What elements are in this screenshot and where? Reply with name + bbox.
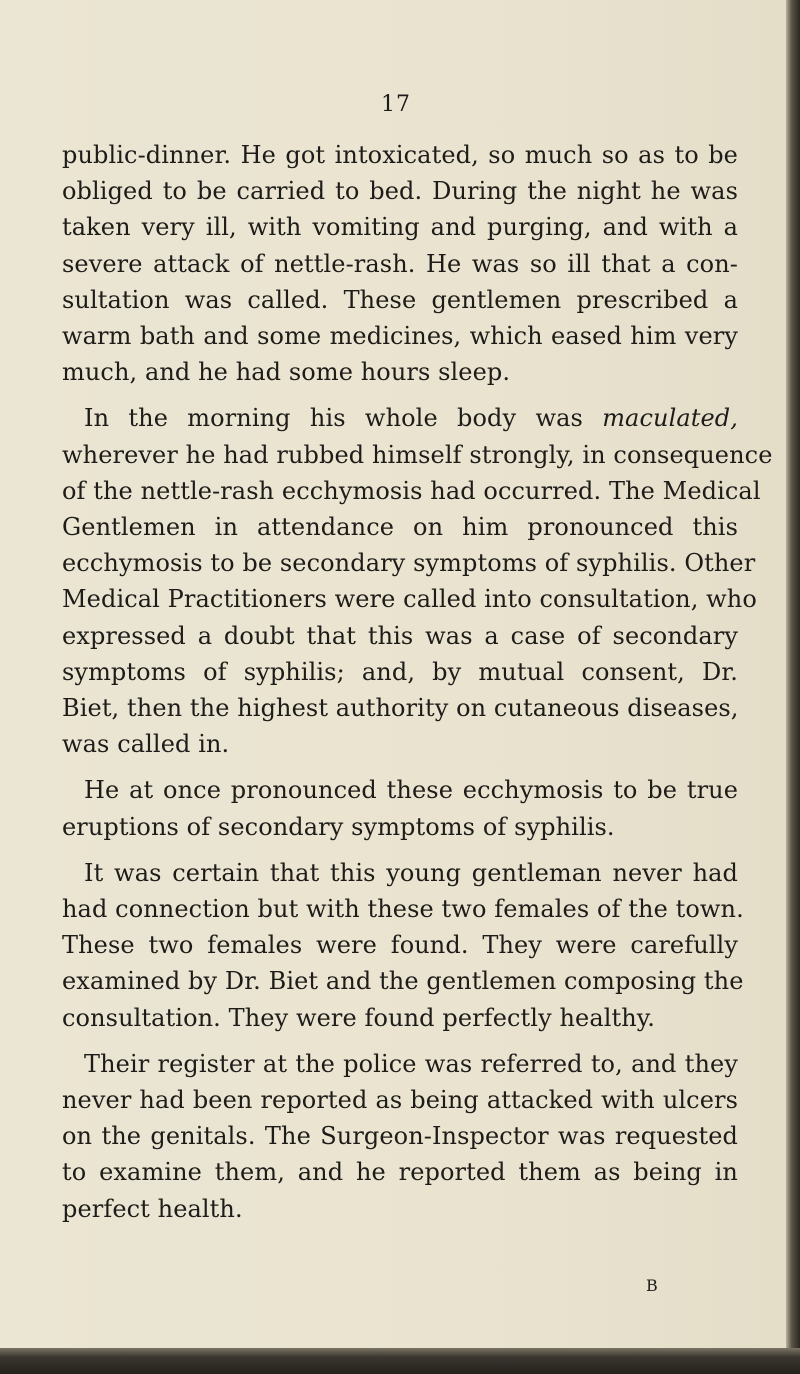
text-line: Biet, then the highest authority on cutaneous diseases, bbox=[62, 694, 739, 723]
text-line: Their register at the police was referred to, and they bbox=[84, 1049, 738, 1078]
text-line: was called in. bbox=[62, 730, 230, 759]
italic-word: maculated, bbox=[602, 404, 738, 433]
text-line: warm bath and some medicines, which eased him very bbox=[62, 322, 738, 351]
signature-mark: B bbox=[646, 1276, 658, 1295]
paragraph bbox=[62, 855, 744, 1036]
text-line: public-dinner. He got intoxicated, so much so as to be bbox=[62, 141, 738, 169]
text-line: taken very ill, with vomiting and purging, and with a bbox=[62, 213, 738, 242]
text-line: These two females were found. They were carefully bbox=[62, 931, 738, 960]
page-edge-shadow bbox=[786, 0, 800, 1374]
text-line: sultation was called. These gentlemen prescribed a bbox=[62, 285, 738, 314]
text-line: to examine them, and he reported them as being in bbox=[62, 1158, 738, 1187]
paragraph bbox=[62, 1046, 738, 1227]
text-line: eruptions of secondary symptoms of syphilis. bbox=[62, 812, 615, 841]
text-line: obliged to be carried to bed. During the night he was bbox=[62, 177, 738, 206]
text-line: of the nettle-rash ecchymosis had occurred. The Medical bbox=[62, 476, 761, 505]
text-line: consultation. They were found perfectly healthy. bbox=[62, 1003, 655, 1032]
text-line: Medical Practitioners were called into consultation, who bbox=[62, 585, 757, 614]
paragraph bbox=[62, 137, 738, 390]
text-line: on the genitals. The Surgeon-Inspector was requested bbox=[62, 1122, 738, 1151]
page-number: 17 bbox=[381, 92, 411, 117]
paragraph bbox=[62, 772, 738, 844]
text-line: He at once pronounced these ecchymosis to be true bbox=[84, 776, 738, 805]
text-line: expressed a doubt that this was a case of secondary bbox=[62, 621, 738, 650]
text-line: much, and he had some hours sleep. bbox=[62, 358, 511, 387]
text-line: wherever he had rubbed himself strongly, in consequence bbox=[62, 440, 773, 469]
text-line bbox=[62, 400, 738, 436]
text-line: severe attack of nettle-rash. He was so ill that a con- bbox=[62, 249, 738, 278]
page-bottom-shadow bbox=[0, 1348, 800, 1374]
text-line: had connection but with these two females of the town. bbox=[62, 895, 744, 924]
text-line: It was certain that this young gentleman never had bbox=[84, 858, 738, 887]
text-line: ecchymosis to be secondary symptoms of syphilis. Other bbox=[62, 549, 756, 578]
text-line: never had been reported as being attacked with ulcers bbox=[62, 1086, 738, 1115]
text-line: Gentlemen in attendance on him pronounced this bbox=[62, 513, 738, 542]
body-text bbox=[62, 137, 773, 1227]
text-line: symptoms of syphilis; and, by mutual consent, Dr. bbox=[62, 657, 738, 686]
text-run: In the morning his whole body was bbox=[84, 404, 603, 433]
text-line: examined by Dr. Biet and the gentlemen composing the bbox=[62, 967, 744, 996]
paragraph bbox=[62, 400, 773, 762]
text-line: perfect health. bbox=[62, 1194, 243, 1223]
